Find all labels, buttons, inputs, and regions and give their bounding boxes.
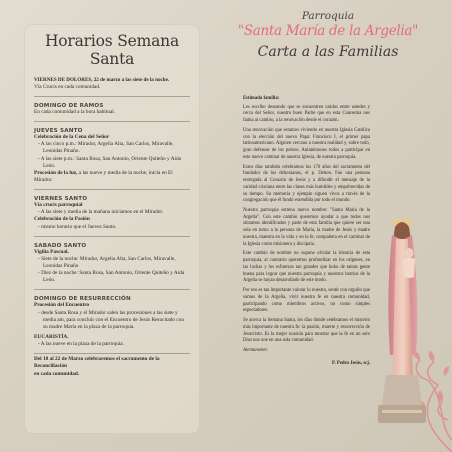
letter-closing: Atentamente: — [243, 347, 269, 353]
reconciliacion-note: Del 18 al 22 de Marzo celebraremos el sacramento de la Reconciliación en cada comunidad. — [34, 356, 160, 377]
pasion-subheading: Celebración de la Pasión — [34, 216, 90, 223]
schedule-title: Horarios Semana Santa — [44, 32, 180, 68]
domingo-ramos-heading: DOMINGO DE RAMOS — [34, 103, 104, 110]
letter-paragraph: Una renovación que estamos viviendo en nuestra Iglesia Católica con la elección del nuevo Papa: Francisco I, el primer papa latinoamericano. Alguien cercano a nuestra realidad y, sobre todo, gran defensor de los pobres. Animémonos todos a participar en este nuevo caminar de nuestra Iglesia, de nuestra parroquia. — [243, 127, 370, 160]
divider — [34, 121, 190, 122]
letter-header — [212, 10, 444, 60]
sabado-bullet-1: - Siete de la noche: Mirador, Argelia Alta, San Carlos, Miravalle, Leonidas Pinaño — [38, 255, 176, 269]
jueves-bullet-2: - A las siete p.m.: Santa Rosa, San Antonio, Oriente Quiteño y Aida León. — [38, 155, 182, 169]
church-name: "Santa María de la Argelia" — [237, 23, 419, 39]
divider — [34, 289, 190, 290]
divider — [34, 353, 190, 354]
letter-paragraph: Estos días también celebramos los 170 años del sacramento del fundador de los dehonianos, el p. Dehon. Fue una persona entregada al Corazón de Jesús y a difundir el mensaje de la caridad cristiana entre las clases más humildes y empobrecidas de su tiempo. Su memoria y ejemplo siguen vivos a través de la congregación que él fundó extendida por todo el mundo. — [243, 164, 370, 204]
viernes-santo-heading: VIERNES SANTO — [34, 196, 88, 203]
letter-signature: P. Pedro Jesús, scj. — [332, 360, 370, 366]
virgin-mary-statue-icon — [372, 205, 432, 430]
jueves-bullet-1: - A las cinco p.m.: Mirador, Argelia Alta, San Carlos, Miravalle, Leonidas Pinaño. — [38, 141, 174, 155]
via-crucis-bullet: - A las siete y media de la mañana iniciamos en el Mirador. — [38, 209, 164, 216]
letter-paragraph: Se acerca la Semana Santa, los días donde celebramos el misterio más importante de nuestra fe: la pasión, muerte y resurrección de Jesucristo. Es la mejor ocasión para mostrar que la fe en un solo Dios nos une en una sola comunidad. — [243, 318, 370, 344]
schedule-panel — [24, 24, 200, 434]
pasion-bullet: - mismo horario que el Jueves Santo. — [38, 223, 117, 230]
encuentro-bullet: - desde Santa Rosa y el Mirador salen las procesiones a las siete y media am, para concluir con el Encuentro de Jesús Resucitado con su madre María en la plaza de la parroquia. — [38, 309, 185, 330]
parroquia-label: Parroquia — [301, 10, 355, 22]
vigilia-subheading: Vigilia Pascual. — [34, 248, 69, 255]
domingo-resurreccion-heading: DOMINGO DE RESURRECCIÓN — [34, 296, 131, 303]
letter-paragraph: Por eso es tan importante valorar lo nuestro, sentir con orgullo que somos de la Argelia, vivir nuestra fe en nuestra comunidad, participando como miembros activos, no como simples espectadores. — [243, 288, 370, 314]
domingo-ramos-line: En cada comunidad a la hora habitual. — [34, 109, 116, 116]
jueves-santo-subheading: Celebración de la Cena del Señor — [34, 134, 110, 141]
viernes-dolores-heading: VIERNES DE DOLORES, 22 de marzo a las siete de la noche. — [34, 77, 170, 83]
letter-salutation: Estimada familia: — [243, 96, 280, 101]
eucaristia-bullet: - A las nueve en la plaza de la parroquia. — [38, 341, 124, 348]
letter-paragraph: Les escribo deseando que se encuentren unidos entre ustedes y cerca del Señor, nuestro buen Padre que en esta Cuaresma nos llama al cambio, a la renovación desde el corazón. — [243, 104, 370, 124]
letter-paragraph: Nuestra parroquia estrena nuevo nombre: "Santa María de la Argelia". Con este cambio queremos ayudar a que todos nos sintamos identificados y parte de esta familia que quiere ser una sola en torno a la persona de María, la madre de Jesús y madre nuestra, maestra en la vida y en la fe, compañera en el caminar de la Iglesia como misionera y discípula. — [243, 208, 370, 247]
via-crucis-subheading: Vía crucis parroquial — [34, 202, 83, 209]
jueves-santo-heading: JUEVES SANTO — [34, 128, 83, 135]
encuentro-subheading: Procesión del Encuentro — [34, 302, 90, 309]
divider — [34, 189, 190, 190]
letter-paragraph: Este cambio de nombre no supone olvidar la historia de esta parroquia, al contrario queremos profundizar en los orígenes, en las luchas y los esfuerzos tan grandes que hubo de tantas gente buena para lograr que nuestra parroquia y nuestros barrios de la Argelia se hayan desarrollado de este modo. — [243, 251, 370, 284]
divider — [34, 236, 190, 237]
viernes-dolores-line: Vía Crucis en cada comunidad. — [34, 83, 101, 90]
letter-title: Carta a las Familias — [257, 44, 399, 60]
sabado-bullet-2: - Diez de la noche: Santa Rosa, San Antonio, Oriente Quiteño y Aida León. — [38, 270, 185, 284]
procesion-luz-line: Procesión de la luz, a las nueve y media de la noche, inicia en El Mirador. — [34, 169, 173, 183]
eucaristia-subheading: EUCARISTÍA. — [34, 333, 69, 340]
sabado-santo-heading: SABADO SANTO — [34, 242, 87, 249]
letter-body — [243, 96, 370, 367]
divider — [34, 96, 190, 97]
